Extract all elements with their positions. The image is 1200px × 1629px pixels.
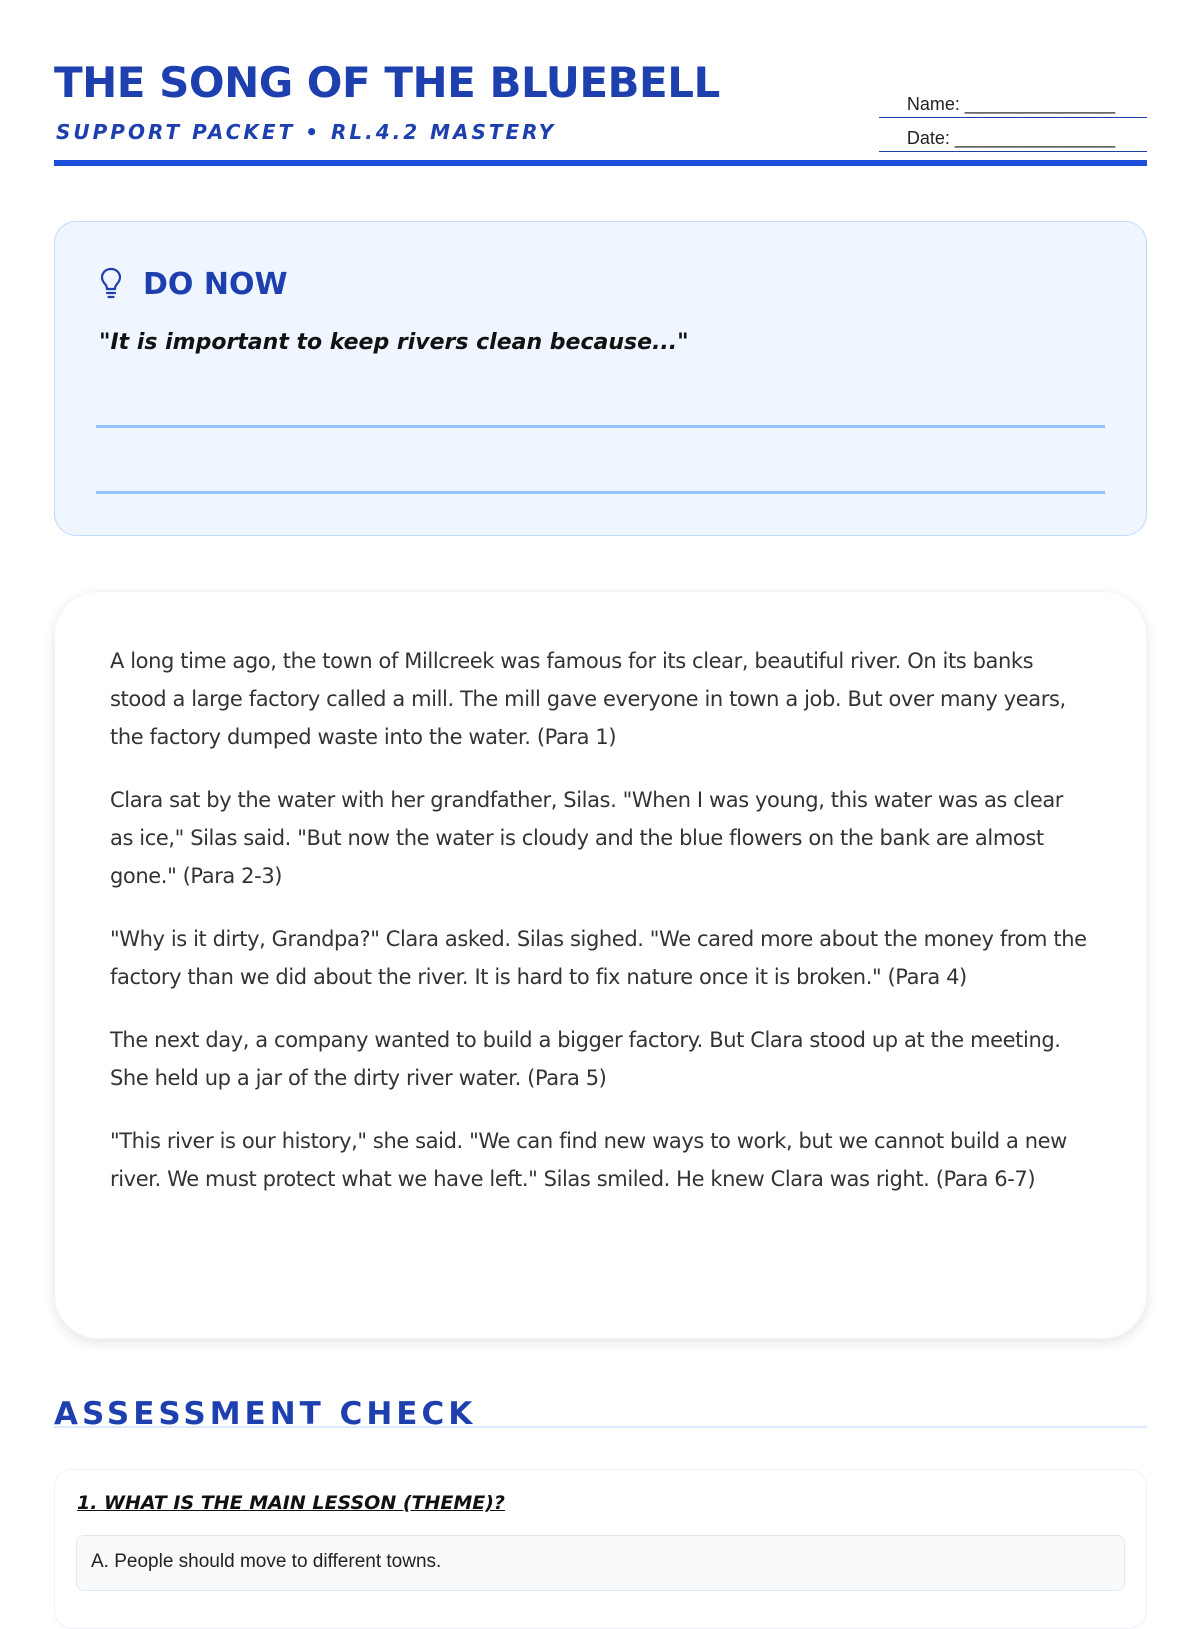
story-paragraph-2: Clara sat by the water with her grandfather, Silas. "When I was young, this water was as clear as ice," Silas said. "But now the water is cloudy and the blue flowers on the bank are almost gone." (Para 2-3) (110, 788, 1064, 888)
question-text: 1. WHAT IS THE MAIN LESSON (THEME)? (77, 1492, 505, 1514)
lightbulb-icon (99, 266, 123, 302)
name-field[interactable] (879, 84, 1147, 118)
date-label: Date: ________________ (906, 128, 1116, 148)
answer-line-1[interactable] (96, 425, 1105, 428)
do-now-title: DO NOW (143, 266, 288, 302)
page-subtitle: SUPPORT PACKET • RL.4.2 MASTERY (56, 120, 557, 144)
date-field[interactable] (879, 118, 1147, 152)
story-passage (54, 591, 1147, 1339)
name-label: Name: _______________ (906, 94, 1116, 114)
do-now-prompt: "It is important to keep rivers clean because..." (99, 330, 689, 355)
header-divider (54, 160, 1147, 166)
story-paragraph-4: The next day, a company wanted to build a bigger factory. But Clara stood up at the meeting. She held up a jar of the dirty river water. (Para 5) (110, 1028, 1061, 1090)
do-now-panel (54, 221, 1147, 536)
story-paragraph-1: A long time ago, the town of Millcreek was famous for its clear, beautiful river. On its banks stood a large factory called a mill. The mill gave everyone in town a job. But over many years, the factory dumped waste into the water. (Para 1) (110, 649, 1066, 749)
story-paragraph-5: "This river is our history," she said. "We can find new ways to work, but we cannot build a new river. We must protect what we have left." Silas smiled. He knew Clara was right. (Para 6-7) (110, 1129, 1067, 1191)
assessment-title: ASSESSMENT CHECK (54, 1395, 477, 1432)
answer-line-2[interactable] (96, 491, 1105, 494)
assessment-divider (54, 1426, 1147, 1428)
worksheet-header (54, 0, 1147, 168)
story-paragraph-3: "Why is it dirty, Grandpa?" Clara asked. Silas sighed. "We cared more about the money from the factory than we did about the river. It is hard to fix nature once it is broken." (Para 4) (110, 927, 1087, 989)
page-title: THE SONG OF THE BLUEBELL (54, 58, 720, 107)
student-info (879, 84, 1147, 152)
do-now-heading (99, 266, 288, 302)
answer-option-a[interactable]: A. People should move to different towns. (76, 1535, 1125, 1591)
worksheet-page (54, 0, 1147, 1572)
question-card-1 (54, 1469, 1147, 1629)
